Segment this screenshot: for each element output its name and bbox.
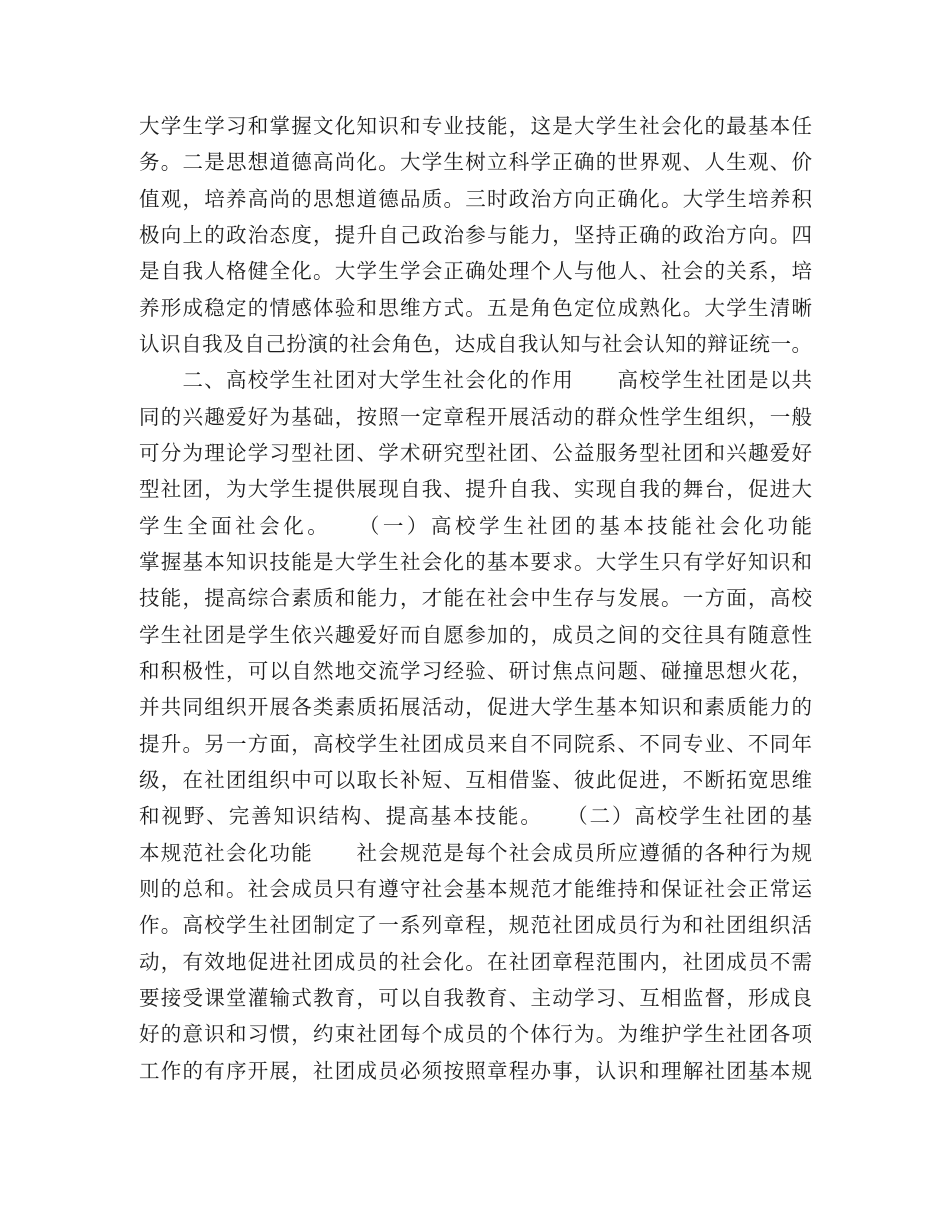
text-line: 技能，提高综合素质和能力，才能在社会中生存与发展。一方面，高校 — [139, 588, 812, 611]
text-line: 要接受课堂灌输式教育，可以自我教育、主动学习、互相监督，形成良 — [139, 987, 812, 1010]
text-line: 动，有效地促进社团成员的社会化。在社团章程范围内，社团成员不需 — [139, 951, 812, 974]
text-line: 和视野、完善知识结构、提高基本技能。 （二）高校学生社团的基 — [139, 806, 812, 829]
text-line: 大学生学习和掌握文化知识和专业技能，这是大学生社会化的最基本任 — [139, 116, 812, 138]
text-line: 本规范社会化功能 社会规范是每个社会成员所应遵循的各种行为规 — [139, 842, 812, 865]
text-line: 可分为理论学习型社团、学术研究型社团、公益服务型社团和兴趣爱好 — [139, 442, 812, 465]
text-line: 是自我人格健全化。大学生学会正确处理个人与他人、社会的关系，培 — [139, 261, 812, 284]
text-line: 值观，培养高尚的思想道德品质。三时政治方向正确化。大学生培养积 — [139, 188, 812, 211]
text-line: 作。高校学生社团制定了一系列章程，规范社团成员行为和社团组织活 — [139, 915, 812, 938]
text-line: 务。二是思想道德高尚化。大学生树立科学正确的世界观、人生观、价 — [139, 152, 812, 175]
text-line: 提升。另一方面，高校学生社团成员来自不同院系、不同专业、不同年 — [139, 733, 812, 756]
text-line: 工作的有序开展，社团成员必须按照章程办事，认识和理解社团基本规 — [139, 1060, 812, 1083]
text-line: 学生全面社会化。 （一）高校学生社团的基本技能社会化功能 — [139, 515, 812, 538]
text-line: 和积极性，可以自然地交流学习经验、研讨焦点问题、碰撞思想火花， — [139, 660, 812, 683]
text-line: 级，在社团组织中可以取长补短、互相借鉴、彼此促进，不断拓宽思维 — [139, 769, 812, 792]
text-line: 认识自我及自己扮演的社会角色，达成自我认知与社会认知的辩证统一。 — [139, 333, 812, 356]
text-line: 并共同组织开展各类素质拓展活动，促进大学生基本知识和素质能力的 — [139, 697, 812, 720]
text-line: 好的意识和习惯，约束社团每个成员的个体行为。为维护学生社团各项 — [139, 1024, 812, 1047]
text-line: 学生社团是学生依兴趣爱好而自愿参加的，成员之间的交往具有随意性 — [139, 624, 812, 647]
text-line: 二、高校学生社团对大学生社会化的作用 高校学生社团是以共 — [139, 370, 812, 393]
text-line: 同的兴趣爱好为基础，按照一定章程开展活动的群众性学生组织，一般 — [139, 406, 812, 429]
text-line: 则的总和。社会成员只有遵守社会基本规范才能维持和保证社会正常运 — [139, 878, 812, 901]
document-text — [139, 109, 812, 1090]
text-line: 养形成稳定的情感体验和思维方式。五是角色定位成熟化。大学生清晰 — [139, 297, 812, 320]
text-line: 型社团，为大学生提供展现自我、提升自我、实现自我的舞台，促进大 — [139, 479, 812, 502]
text-line: 极向上的政治态度，提升自己政治参与能力，坚持正确的政治方向。四 — [139, 224, 812, 247]
text-line: 掌握基本知识技能是大学生社会化的基本要求。大学生只有学好知识和 — [139, 551, 812, 574]
